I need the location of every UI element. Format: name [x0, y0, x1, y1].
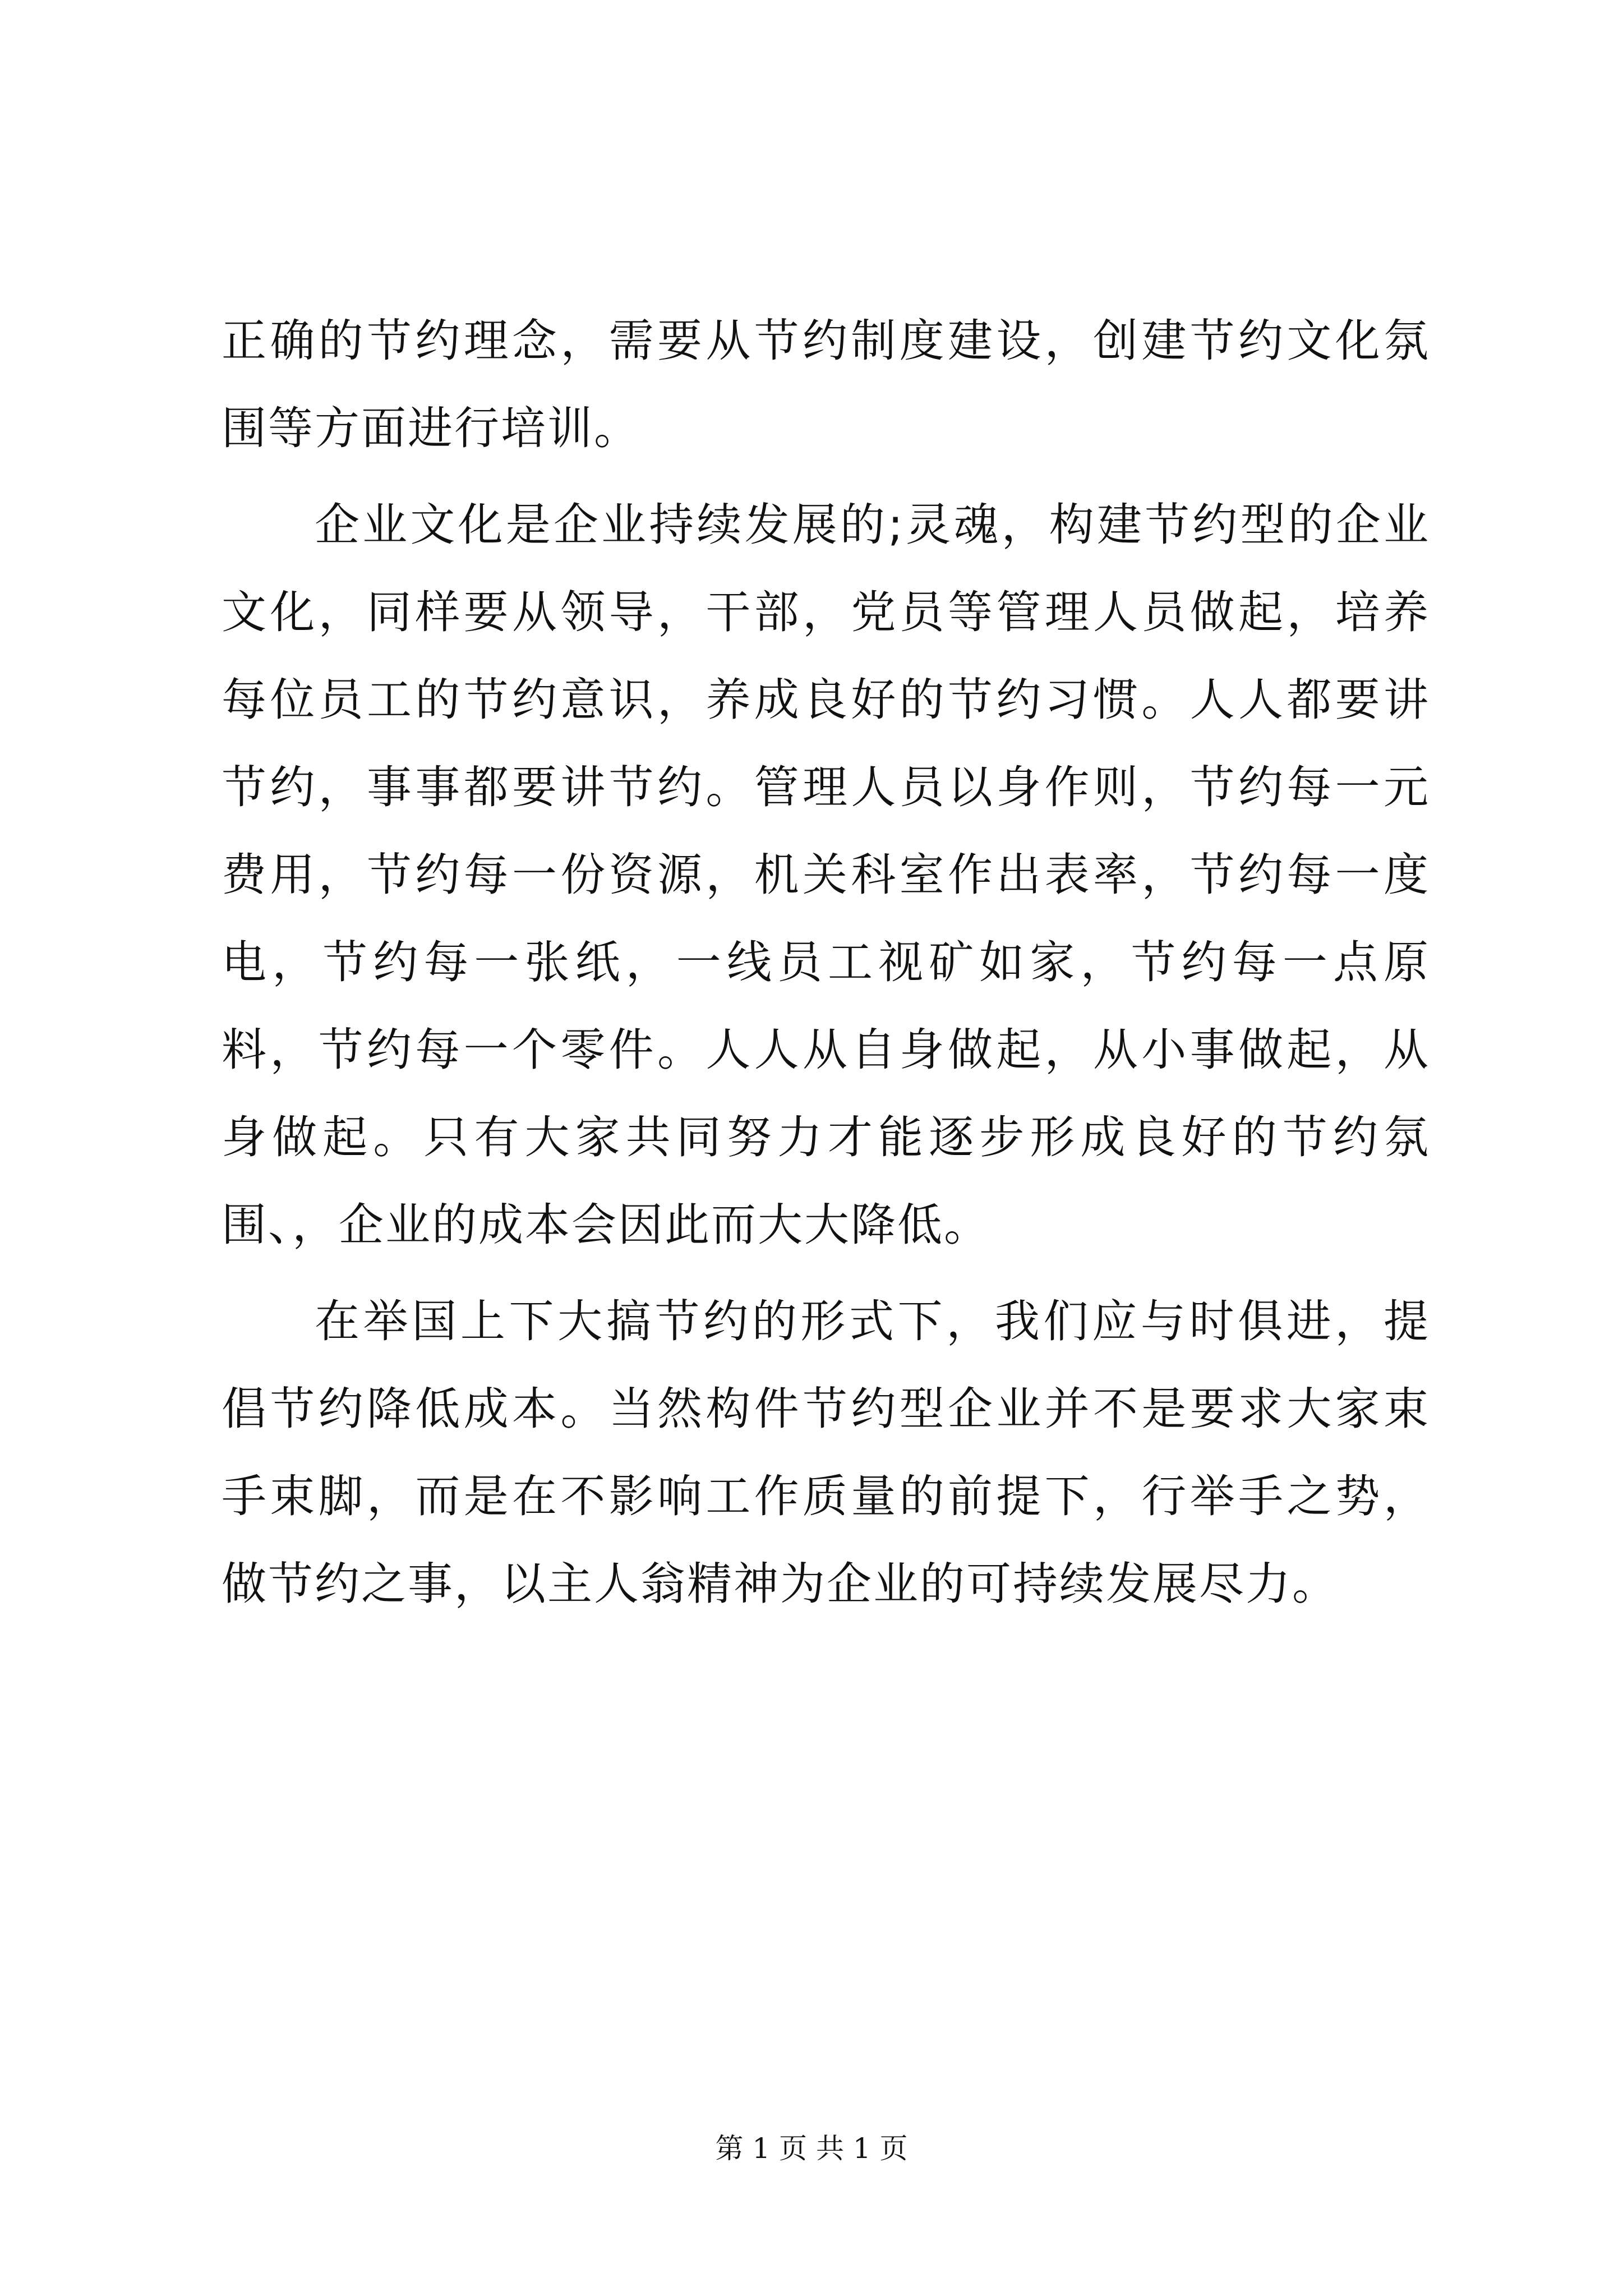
paragraph-1: 正确的节约理念，需要从节约制度建设，创建节约文化氛围等方面进行培训。	[222, 315, 1430, 454]
page-footer: 第 1 页 共 1 页	[715, 2132, 908, 2165]
document-body	[222, 297, 1430, 1628]
paragraph-3: 在举国上下大搞节约的形式下，我们应与时俱进，提倡节约降低成本。当然构件节约型企业并不是要求大家束手束脚，而是在不影响工作质量的前提下，行举手之势，做节约之事，以主人翁精神为企业的可持续发展尽力。	[222, 1295, 1430, 1610]
paragraph-2: 企业文化是企业持续发展的;灵魂，构建节约型的企业文化，同样要从领导，干部，党员等管理人员做起，培养每位员工的节约意识，养成良好的节约习惯。人人都要讲节约，事事都要讲节约。管理人员以身作则，节约每一元费用，节约每一份资源，机关科室作出表率，节约每一度电，节约每一张纸，一线员工视矿如家，节约每一点原料，节约每一个零件。人人从自身做起，从小事做起，从身做起。只有大家共同努力才能逐步形成良好的节约氛围、，企业的成本会因此而大大降低。	[222, 499, 1430, 1251]
